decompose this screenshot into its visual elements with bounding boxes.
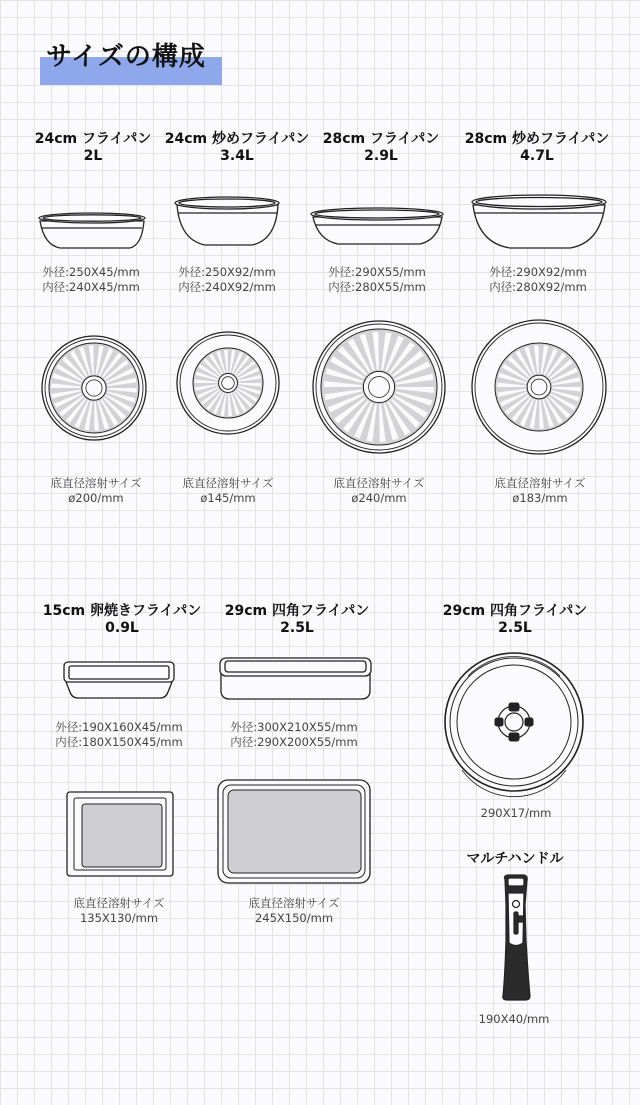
inner-dimension: 内径:240X45/mm [42, 280, 140, 294]
page-title: サイズの構成 [46, 42, 206, 72]
product-capacity: 2.5L [498, 620, 532, 636]
inner-dimension: 内径:290X200X55/mm [230, 735, 358, 749]
product-capacity: 3.4L [220, 148, 254, 164]
outer-dimension: 外径:290X55/mm [328, 265, 426, 279]
product-name: 28cm 炒めフライパン [464, 131, 610, 147]
inner-dimension: 内径:280X92/mm [489, 280, 587, 294]
product-capacity: 2.9L [364, 148, 398, 164]
inner-dimension: 内径:180X150X45/mm [55, 735, 183, 749]
base-size-label: 底直径溶射サイズ [248, 896, 340, 910]
product-name: 29cm 四角フライパン [442, 603, 588, 619]
base-size-value: ø200/mm [68, 491, 124, 505]
base-size-value: ø145/mm [200, 491, 256, 505]
base-size-label: 底直径溶射サイズ [333, 476, 425, 490]
product-capacity: 4.7L [520, 148, 554, 164]
base-size-value: ø183/mm [512, 491, 568, 505]
handle-size: 190X40/mm [478, 1012, 550, 1026]
outer-dimension: 外径:300X210X55/mm [230, 720, 358, 734]
lid-size: 290X17/mm [480, 806, 552, 820]
product-name: 15cm 卵焼きフライパン [42, 603, 202, 619]
product-name: 28cm フライパン [322, 131, 440, 147]
base-size-label: 底直径溶射サイズ [50, 476, 142, 490]
base-size-value: 245X150/mm [254, 911, 334, 925]
base-size-label: 底直径溶射サイズ [494, 476, 586, 490]
handle-heading: マルチハンドル [466, 851, 564, 867]
product-name: 24cm 炒めフライパン [164, 131, 310, 147]
product-capacity: 0.9L [105, 620, 139, 636]
inner-dimension: 内径:240X92/mm [178, 280, 276, 294]
outer-dimension: 外径:190X160X45/mm [55, 720, 183, 734]
base-size-label: 底直径溶射サイズ [182, 476, 274, 490]
base-size-label: 底直径溶射サイズ [73, 896, 165, 910]
product-name: 24cm フライパン [34, 131, 152, 147]
outer-dimension: 外径:250X92/mm [178, 265, 276, 279]
product-capacity: 2L [83, 148, 103, 164]
product-name: 29cm 四角フライパン [224, 603, 370, 619]
outer-dimension: 外径:250X45/mm [42, 265, 140, 279]
base-size-value: 135X130/mm [79, 911, 159, 925]
inner-dimension: 内径:280X55/mm [328, 280, 426, 294]
base-size-value: ø240/mm [351, 491, 407, 505]
outer-dimension: 外径:290X92/mm [489, 265, 587, 279]
product-capacity: 2.5L [280, 620, 314, 636]
